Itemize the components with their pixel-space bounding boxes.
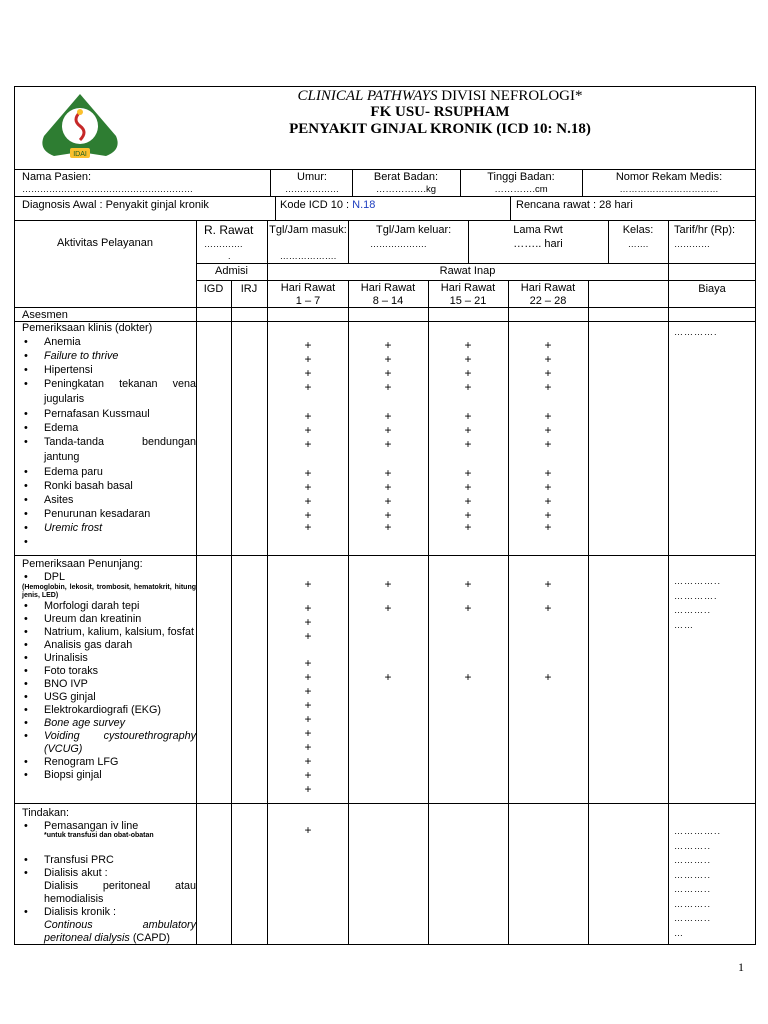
- plus-mark: +: [544, 423, 552, 437]
- tindakan-biaya-field[interactable]: ………….. ……….. ……….. ……….. ……….. ……….. ……….. …: [674, 826, 722, 938]
- plus-mark: +: [304, 698, 312, 712]
- irj-header: IRJ: [240, 283, 258, 295]
- tindakan-header: Tindakan:: [22, 807, 70, 819]
- diagnosis-awal: Diagnosis Awal : Penyakit ginjal kronik: [22, 199, 209, 211]
- list-item: • Peningkatan tekanan vena jugularis: [22, 377, 196, 407]
- umur-field[interactable]: ………………: [285, 184, 339, 194]
- plus-mark: +: [464, 437, 472, 451]
- rekam-medis-label: Nomor Rekam Medis:: [615, 171, 723, 183]
- list-item: • Penurunan kesadaran: [22, 507, 196, 521]
- plus-mark: +: [464, 508, 472, 522]
- plus-mark: +: [544, 437, 552, 451]
- kelas-label: Kelas:: [622, 224, 654, 236]
- admisi-header: Admisi: [214, 265, 248, 277]
- plus-mark: +: [464, 380, 472, 394]
- plus-mark: +: [304, 352, 312, 366]
- kode-icd: Kode ICD 10 : N.18: [280, 199, 376, 211]
- iv-detail: *untuk transfusi dan obat-obatan: [44, 832, 154, 839]
- plus-mark: +: [384, 670, 392, 684]
- plus-mark: +: [384, 409, 392, 423]
- plus-mark: +: [304, 380, 312, 394]
- plus-mark: +: [304, 338, 312, 352]
- list-item: • Edema: [22, 421, 196, 435]
- plus-mark: +: [544, 409, 552, 423]
- berat-badan-label: Berat Badan:: [373, 171, 439, 183]
- plus-mark: +: [464, 352, 472, 366]
- plus-mark: +: [464, 480, 472, 494]
- list-item: • Natrium, kalium, kalsium, fosfat: [22, 626, 196, 639]
- capd-detail: Continous ambulatory peritoneal dialysis (CAPD): [44, 919, 196, 944]
- tgl-keluar-field[interactable]: ……………….: [370, 239, 427, 249]
- asesmen-heading: Asesmen: [22, 309, 68, 321]
- tgl-masuk-field[interactable]: ……………….: [279, 251, 337, 261]
- list-item: • Elektrokardiografi (EKG): [22, 704, 196, 717]
- plus-mark: +: [464, 466, 472, 480]
- plus-mark: +: [304, 508, 312, 522]
- plus-mark: +: [544, 508, 552, 522]
- plus-mark: +: [304, 656, 312, 670]
- plus-mark: +: [544, 480, 552, 494]
- rencana-rawat: Rencana rawat : 28 hari: [516, 199, 633, 211]
- r-rawat-field[interactable]: ………….: [204, 239, 243, 249]
- r-rawat-dot: .: [228, 251, 231, 261]
- plus-mark: +: [384, 601, 392, 615]
- plus-mark: +: [304, 409, 312, 423]
- plus-mark: +: [304, 629, 312, 643]
- plus-mark: +: [464, 423, 472, 437]
- plus-mark: +: [304, 494, 312, 508]
- plus-mark: +: [304, 823, 312, 837]
- list-item: • Voiding cystourethrography (VCUG): [22, 730, 196, 756]
- r-rawat-label: R. Rawat: [204, 223, 254, 237]
- list-item: • Dialisis akut :: [22, 867, 196, 880]
- list-item: • Uremic frost: [22, 521, 196, 535]
- list-item: • Foto toraks: [22, 665, 196, 678]
- hari-rawat-1-header: Hari Rawat 1 – 7: [280, 282, 336, 307]
- plus-mark: +: [304, 615, 312, 629]
- plus-mark: +: [464, 409, 472, 423]
- list-item: • Urinalisis: [22, 652, 196, 665]
- list-item: • Edema paru: [22, 465, 196, 479]
- list-item: • Asites: [22, 493, 196, 507]
- plus-mark: +: [304, 670, 312, 684]
- title-line-3: PENYAKIT GINJAL KRONIK (ICD 10: N.18): [289, 121, 591, 137]
- plus-mark: +: [544, 352, 552, 366]
- plus-mark: +: [304, 437, 312, 451]
- plus-mark: +: [544, 494, 552, 508]
- list-item: • Biopsi ginjal: [22, 769, 196, 782]
- plus-mark: +: [304, 684, 312, 698]
- plus-mark: +: [464, 338, 472, 352]
- plus-mark: +: [464, 366, 472, 380]
- rekam-medis-field[interactable]: ……………………………: [619, 184, 719, 194]
- dialisis-akut-detail: Dialisis peritoneal atau hemodialisis: [44, 880, 196, 905]
- plus-mark: +: [384, 520, 392, 534]
- hari-rawat-4-header: Hari Rawat 22 – 28: [520, 282, 576, 307]
- plus-mark: +: [304, 712, 312, 726]
- lama-rawat-field[interactable]: …….. hari: [513, 238, 563, 250]
- pemeriksaan-penunjang-header: Pemeriksaan Penunjang:: [22, 558, 143, 570]
- list-item: • Ureum dan kreatinin: [22, 613, 196, 626]
- list-item: • USG ginjal: [22, 691, 196, 704]
- tinggi-badan-field[interactable]: ………….cm: [494, 184, 548, 195]
- plus-mark: +: [304, 782, 312, 796]
- nama-pasien-label: Nama Pasien:: [22, 171, 92, 183]
- plus-mark: +: [304, 466, 312, 480]
- list-item: • Analisis gas darah: [22, 639, 196, 652]
- hari-rawat-2-header: Hari Rawat 8 – 14: [360, 282, 416, 307]
- rawat-inap-header: Rawat Inap: [439, 265, 496, 277]
- pemeriksaan-klinis-header: Pemeriksaan klinis (dokter): [22, 322, 153, 334]
- plus-mark: +: [304, 740, 312, 754]
- pemeriksaan-klinis-list: [22, 321, 196, 535]
- list-item: • Tanda-tanda bendungan jantung: [22, 435, 196, 465]
- plus-mark: +: [464, 494, 472, 508]
- list-item: • Dialisis kronik :: [22, 906, 196, 919]
- plus-mark: +: [544, 466, 552, 480]
- pemeriksaan-penunjang-list: [22, 557, 196, 782]
- plus-mark: +: [304, 423, 312, 437]
- umur-label: Umur:: [297, 171, 327, 183]
- list-item: • Failure to thrive: [22, 349, 196, 363]
- penunjang-biaya-field[interactable]: ………….. …………. ……….. ……: [674, 576, 722, 630]
- plus-mark: +: [304, 754, 312, 768]
- plus-mark: +: [384, 480, 392, 494]
- plus-mark: +: [544, 520, 552, 534]
- list-item: • Renogram LFG: [22, 756, 196, 769]
- title-line-2: FK USU- RSUPHAM: [370, 104, 510, 120]
- plus-mark: +: [384, 494, 392, 508]
- plus-mark: +: [384, 423, 392, 437]
- biaya-header: Biaya: [698, 283, 726, 295]
- page-number: 1: [738, 960, 744, 974]
- tinggi-badan-label: Tinggi Badan:: [487, 171, 555, 183]
- plus-mark: +: [384, 352, 392, 366]
- plus-mark: +: [304, 520, 312, 534]
- tarif-label: Tarif/hr (Rp):: [674, 224, 736, 236]
- list-item: • BNO IVP: [22, 678, 196, 691]
- tgl-masuk-label: Tgl/Jam masuk:: [269, 224, 347, 236]
- list-item: • Anemia: [22, 335, 196, 349]
- plus-mark: +: [384, 508, 392, 522]
- plus-mark: +: [384, 577, 392, 591]
- dpl-detail: (Hemoglobin, lekosit, trombosit, hematokrit, hitung jenis, LED): [22, 584, 196, 599]
- lama-rawat-label: Lama Rwt: [513, 224, 563, 236]
- list-item: • Pemasangan iv line: [22, 820, 196, 832]
- plus-mark: +: [544, 338, 552, 352]
- klinis-biaya-field[interactable]: ………….: [674, 327, 718, 337]
- svg-text:IDAI: IDAI: [73, 151, 87, 158]
- list-item: • Hipertensi: [22, 363, 196, 377]
- plus-mark: +: [384, 366, 392, 380]
- list-item: • Transfusi PRC: [22, 854, 196, 867]
- title-line-1: CLINICAL PATHWAYS DIVISI NEFROLOGI*: [297, 88, 583, 104]
- plus-mark: +: [304, 768, 312, 782]
- list-item: • Morfologi darah tepi: [22, 600, 196, 613]
- plus-mark: +: [384, 437, 392, 451]
- plus-mark: +: [304, 577, 312, 591]
- plus-mark: +: [464, 520, 472, 534]
- tarif-field[interactable]: …………: [674, 239, 710, 249]
- plus-mark: +: [464, 577, 472, 591]
- plus-mark: +: [304, 480, 312, 494]
- list-item: • Pernafasan Kussmaul: [22, 407, 196, 421]
- plus-mark: +: [464, 601, 472, 615]
- plus-mark: +: [544, 601, 552, 615]
- berat-badan-field[interactable]: …………….kg: [375, 184, 437, 195]
- hari-rawat-3-header: Hari Rawat 15 – 21: [440, 282, 496, 307]
- plus-mark: +: [464, 670, 472, 684]
- idai-logo: [34, 90, 126, 168]
- kelas-field[interactable]: …….: [627, 239, 649, 249]
- list-item: • Ronki basah basal: [22, 479, 196, 493]
- list-item: • DPL: [22, 571, 196, 584]
- plus-mark: +: [544, 670, 552, 684]
- plus-mark: +: [304, 726, 312, 740]
- tgl-keluar-label: Tgl/Jam keluar:: [376, 224, 452, 236]
- igd-header: IGD: [203, 283, 224, 295]
- plus-mark: +: [304, 366, 312, 380]
- nama-pasien-field[interactable]: …………………………………………………: [22, 184, 193, 194]
- plus-mark: +: [304, 601, 312, 615]
- tindakan-list: [22, 806, 196, 945]
- plus-mark: +: [384, 380, 392, 394]
- plus-mark: +: [384, 466, 392, 480]
- plus-mark: +: [544, 380, 552, 394]
- plus-mark: +: [544, 366, 552, 380]
- plus-mark: +: [544, 577, 552, 591]
- aktivitas-pelayanan-header: Aktivitas Pelayanan: [57, 237, 153, 249]
- list-item: • Bone age survey: [22, 717, 196, 730]
- plus-mark: +: [384, 338, 392, 352]
